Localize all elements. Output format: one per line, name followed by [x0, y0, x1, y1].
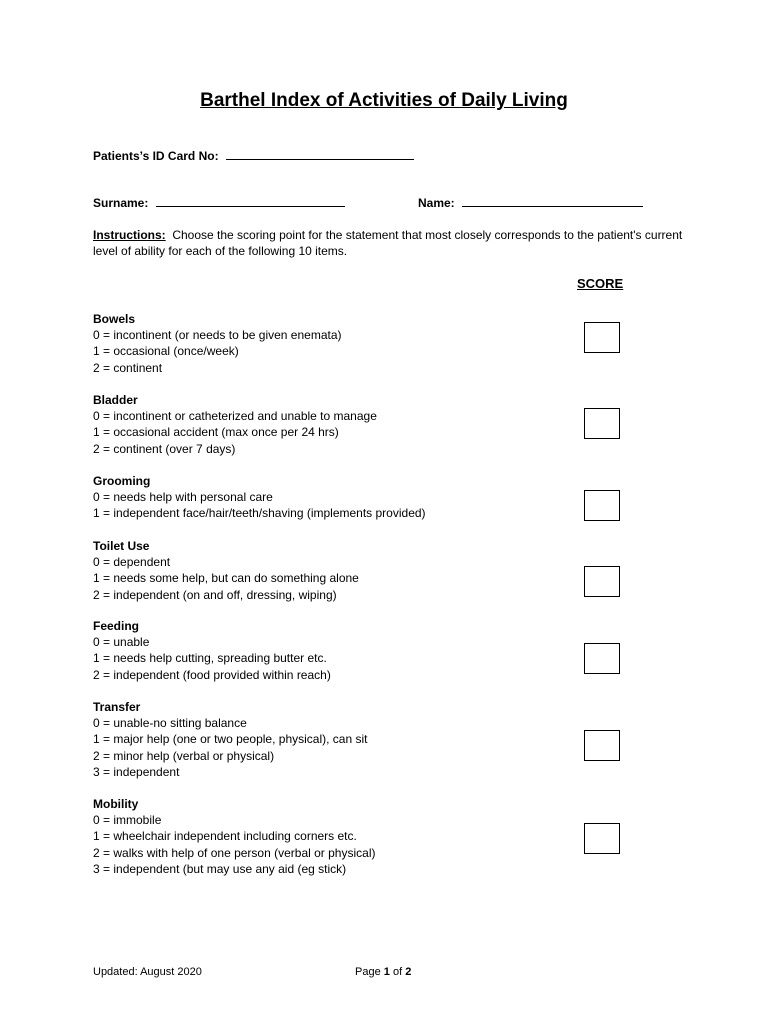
footer-page-number: [355, 966, 411, 978]
instructions-text: Choose the scoring point for the statement that most closely corresponds to the patient's current level of ability for each of the following 10 items.: [93, 228, 683, 258]
score-box[interactable]: [584, 823, 620, 854]
item-option: 2 = continent: [93, 360, 163, 375]
item-option: 1 = needs help cutting, spreading butter etc.: [93, 651, 327, 666]
item-name: Bowels: [93, 312, 136, 326]
patient-id-field[interactable]: [226, 147, 414, 160]
item-0: [93, 311, 342, 376]
item-name: Mobility: [93, 797, 139, 811]
score-box[interactable]: [584, 566, 620, 597]
item-option: 0 = incontinent or catheterized and unable to manage: [93, 409, 377, 424]
item-option: 1 = occasional accident (max once per 24 hrs): [93, 425, 339, 440]
item-option: 0 = incontinent (or needs to be given enemata): [93, 328, 342, 343]
item-option: 2 = walks with help of one person (verbal or physical): [93, 845, 376, 860]
page-title: Barthel Index of Activities of Daily Living: [200, 90, 568, 111]
score-box[interactable]: [584, 643, 620, 674]
name-field[interactable]: [462, 194, 643, 207]
item-option: 1 = major help (one or two people, physical), can sit: [93, 732, 368, 747]
name-label: Name:: [418, 196, 455, 210]
instructions: [93, 227, 693, 259]
item-option: 2 = minor help (verbal or physical): [93, 748, 275, 763]
score-box[interactable]: [584, 408, 620, 439]
patient-id-label: Patients’s ID Card No:: [93, 149, 219, 163]
instructions-label: Instructions:: [93, 228, 166, 242]
page-prefix: Page: [355, 966, 381, 978]
item-option: 2 = independent (food provided within reach): [93, 667, 331, 682]
item-name: Grooming: [93, 474, 151, 488]
item-2: [93, 473, 426, 522]
item-4: [93, 618, 331, 683]
page-current: 1: [383, 966, 390, 978]
surname-row: [93, 194, 345, 210]
score-box[interactable]: [584, 730, 620, 761]
item-option: 1 = wheelchair independent including corners etc.: [93, 829, 357, 844]
item-6: [93, 796, 375, 877]
item-option: 2 = continent (over 7 days): [93, 441, 236, 456]
surname-label: Surname:: [93, 196, 149, 210]
page-of: of: [392, 966, 403, 978]
item-option: 3 = independent: [93, 764, 180, 779]
score-box[interactable]: [584, 322, 620, 353]
name-row: [418, 194, 643, 210]
item-option: 2 = independent (on and off, dressing, wiping): [93, 587, 337, 602]
item-name: Transfer: [93, 700, 141, 714]
surname-field[interactable]: [156, 194, 345, 207]
item-option: 0 = immobile: [93, 813, 162, 828]
score-box[interactable]: [584, 490, 620, 521]
footer-updated: Updated: August 2020: [93, 966, 202, 978]
item-5: [93, 699, 367, 780]
item-option: 3 = independent (but may use any aid (eg stick): [93, 861, 347, 876]
item-name: Feeding: [93, 619, 140, 633]
item-option: 0 = unable-no sitting balance: [93, 716, 247, 731]
page-total: 2: [405, 966, 412, 978]
item-option: 0 = unable: [93, 635, 150, 650]
item-option: 0 = needs help with personal care: [93, 490, 273, 505]
item-name: Bladder: [93, 393, 138, 407]
item-1: [93, 392, 377, 457]
item-name: Toilet Use: [93, 539, 150, 553]
item-option: 1 = needs some help, but can do something alone: [93, 571, 359, 586]
item-option: 1 = occasional (once/week): [93, 344, 239, 359]
item-option: 0 = dependent: [93, 555, 171, 570]
score-header: SCORE: [577, 276, 624, 291]
patient-id-row: [93, 147, 414, 163]
item-option: 1 = independent face/hair/teeth/shaving (implements provided): [93, 506, 426, 521]
item-3: [93, 538, 359, 603]
